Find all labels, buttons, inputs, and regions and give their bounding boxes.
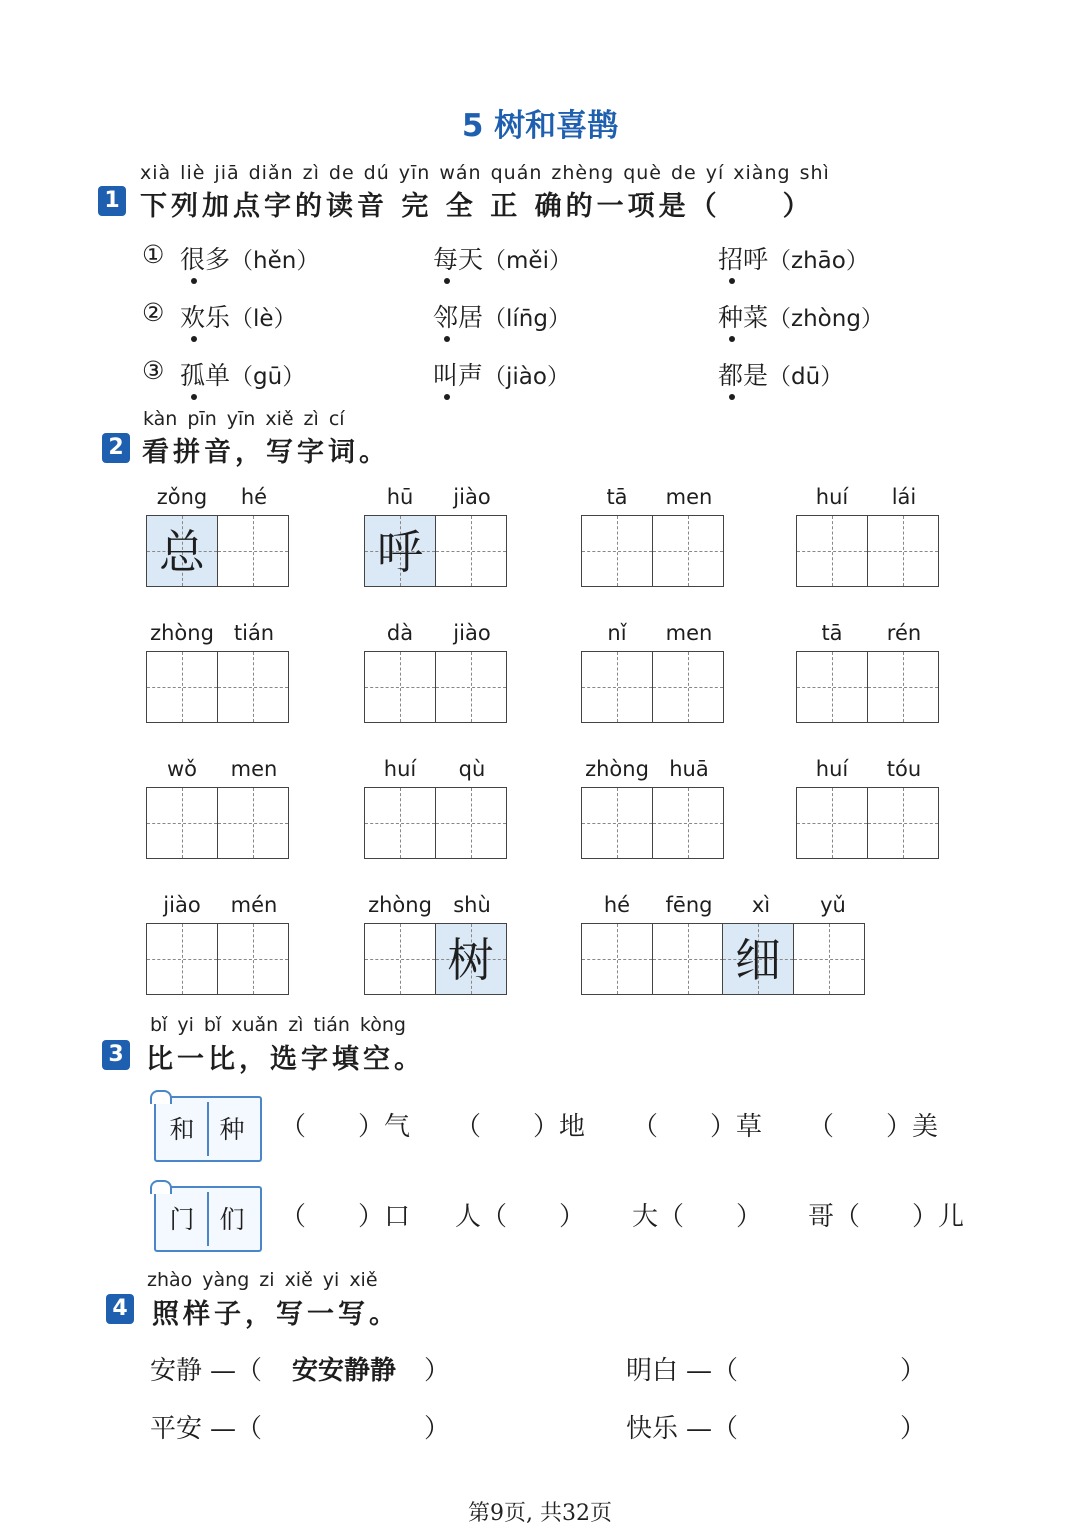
pinyin-syllable: xiě bbox=[265, 408, 294, 430]
tianzi-grid bbox=[581, 651, 724, 723]
book-icon bbox=[154, 1186, 262, 1252]
writing-cell[interactable] bbox=[581, 787, 653, 859]
writing-cell[interactable] bbox=[581, 923, 653, 995]
writing-cell[interactable] bbox=[581, 651, 653, 723]
word: 平安 bbox=[150, 1414, 203, 1444]
pinyin-label: nǐ bbox=[607, 621, 627, 645]
writing-cell[interactable] bbox=[652, 787, 724, 859]
pinyin-syllable: zi bbox=[259, 1269, 275, 1291]
pinyin-label: rén bbox=[886, 621, 922, 645]
emphasis-dot bbox=[729, 394, 735, 400]
tianzi-grid bbox=[364, 923, 507, 995]
pinyin-syllable: yīn bbox=[398, 162, 431, 184]
option-pinyin: （hěn） bbox=[230, 248, 320, 274]
pinyin-label: jiào bbox=[453, 485, 491, 509]
fill-blank[interactable]: 人（ ） bbox=[455, 1202, 586, 1232]
pinyin-label: huí bbox=[815, 485, 849, 509]
writing-cell[interactable] bbox=[364, 651, 436, 723]
q3-question: 比一比，选字填空。 bbox=[146, 1044, 425, 1075]
book-char: 们 bbox=[219, 1205, 245, 1234]
pinyin-label: hé bbox=[603, 893, 631, 917]
writing-cell[interactable] bbox=[364, 787, 436, 859]
writing-cell[interactable] bbox=[435, 787, 507, 859]
pinyin-syllable: kàn bbox=[143, 408, 178, 430]
writing-cell[interactable] bbox=[722, 923, 794, 995]
writing-cell[interactable] bbox=[867, 515, 939, 587]
pinyin-label: yǔ bbox=[820, 893, 846, 917]
example-word bbox=[626, 1350, 738, 1387]
pinyin-label: tián bbox=[233, 621, 275, 645]
tianzi-grid bbox=[364, 515, 507, 587]
pinyin-syllable: shì bbox=[799, 162, 830, 184]
pinyin-label: men bbox=[230, 757, 278, 781]
fill-blank[interactable]: （ ）口 bbox=[280, 1202, 411, 1232]
fill-blank[interactable]: （ ）美 bbox=[808, 1112, 939, 1142]
writing-cell[interactable] bbox=[435, 651, 507, 723]
writing-cell[interactable] bbox=[364, 923, 436, 995]
pinyin-label: tā bbox=[821, 621, 843, 645]
writing-cell[interactable] bbox=[217, 923, 289, 995]
emphasis-dot bbox=[191, 336, 197, 342]
pinyin-label: zǒng bbox=[156, 485, 208, 509]
tianzi-grid bbox=[796, 651, 939, 723]
dash-paren: —（ bbox=[210, 1356, 263, 1386]
writing-cell[interactable] bbox=[146, 651, 218, 723]
writing-cell[interactable] bbox=[217, 787, 289, 859]
example-word bbox=[150, 1408, 262, 1445]
writing-cell[interactable] bbox=[867, 787, 939, 859]
pinyin-label: hū bbox=[386, 485, 414, 509]
tianzi-grid bbox=[364, 651, 507, 723]
pinyin-syllable: cí bbox=[328, 408, 345, 430]
writing-cell[interactable] bbox=[146, 923, 218, 995]
option-pinyin: （zhāo） bbox=[768, 248, 869, 274]
dash-paren: —（ bbox=[686, 1414, 739, 1444]
fill-blank[interactable]: 哥（ ）儿 bbox=[808, 1202, 965, 1232]
pinyin-label: tóu bbox=[886, 757, 922, 781]
option-label: ③ bbox=[142, 356, 165, 385]
option-item bbox=[433, 240, 572, 276]
option-pinyin: （gū） bbox=[230, 364, 306, 390]
option-word: 每天 bbox=[433, 245, 484, 274]
pinyin-syllable: zhào bbox=[147, 1269, 193, 1291]
example-word bbox=[150, 1350, 262, 1387]
q4-pinyin bbox=[147, 1269, 388, 1291]
pinyin-syllable: yàng bbox=[202, 1269, 250, 1291]
writing-cell[interactable] bbox=[796, 515, 868, 587]
pinyin-syllable: xià bbox=[140, 162, 172, 184]
pinyin-syllable: diǎn bbox=[248, 162, 294, 184]
book-char: 门 bbox=[169, 1205, 195, 1234]
option-item bbox=[718, 356, 843, 392]
writing-cell[interactable] bbox=[146, 787, 218, 859]
option-word: 招呼 bbox=[718, 245, 769, 274]
option-pinyin: （dū） bbox=[768, 364, 844, 390]
pinyin-label: huā bbox=[669, 757, 709, 781]
pinyin-syllable: xiě bbox=[349, 1269, 378, 1291]
option-word: 叫声 bbox=[433, 361, 484, 390]
tianzi-grid bbox=[581, 923, 865, 995]
pinyin-label: dà bbox=[386, 621, 414, 645]
q3-number: 3 bbox=[102, 1040, 130, 1070]
pinyin-syllable: wán bbox=[439, 162, 482, 184]
pinyin-label: men bbox=[665, 621, 713, 645]
pinyin-label: fēng bbox=[665, 893, 713, 917]
writing-cell[interactable] bbox=[435, 923, 507, 995]
writing-cell[interactable] bbox=[217, 651, 289, 723]
writing-cell[interactable] bbox=[581, 515, 653, 587]
pinyin-label: qù bbox=[458, 757, 486, 781]
pinyin-label: mén bbox=[230, 893, 278, 917]
option-word: 很多 bbox=[180, 245, 231, 274]
option-item bbox=[433, 356, 570, 392]
pinyin-syllable: zì bbox=[288, 1014, 304, 1036]
option-pinyin: （lè） bbox=[230, 306, 297, 332]
pinyin-syllable: liè bbox=[180, 162, 206, 184]
pinyin-syllable: jiā bbox=[214, 162, 240, 184]
close-paren[interactable]: ） bbox=[424, 1356, 451, 1386]
q2-pinyin bbox=[143, 408, 355, 430]
pinyin-label: tā bbox=[606, 485, 628, 509]
emphasis-dot bbox=[444, 278, 450, 284]
tianzi-grid bbox=[581, 515, 724, 587]
emphasis-dot bbox=[191, 278, 197, 284]
pinyin-syllable: yi bbox=[322, 1269, 340, 1291]
option-item bbox=[718, 240, 869, 276]
answer-text: 安安静静 bbox=[292, 1356, 397, 1386]
q2-number: 2 bbox=[102, 433, 130, 463]
pinyin-label: zhòng bbox=[585, 757, 649, 781]
book-char: 和 bbox=[169, 1115, 195, 1144]
q1-question: 下列加点字的读音 完 全 正 确的一项是（ ） bbox=[140, 191, 814, 222]
pinyin-label: men bbox=[665, 485, 713, 509]
option-label: ① bbox=[142, 240, 165, 269]
option-word: 邻居 bbox=[433, 303, 484, 332]
book-char: 种 bbox=[219, 1115, 245, 1144]
q4-number: 4 bbox=[106, 1294, 134, 1324]
pinyin-label: zhòng bbox=[368, 893, 432, 917]
word: 快乐 bbox=[626, 1414, 679, 1444]
page-footer: 第9页, 共32页 bbox=[468, 1501, 612, 1526]
writing-cell[interactable] bbox=[652, 651, 724, 723]
pinyin-syllable: dú bbox=[363, 162, 390, 184]
sample-char: 总 bbox=[159, 525, 205, 579]
emphasis-dot bbox=[191, 394, 197, 400]
q1-number: 1 bbox=[98, 186, 126, 216]
pinyin-syllable: xuǎn bbox=[231, 1014, 279, 1036]
tianzi-grid bbox=[364, 787, 507, 859]
fill-blank[interactable]: （ ）地 bbox=[455, 1112, 586, 1142]
pinyin-syllable: pīn bbox=[187, 408, 217, 430]
word: 明白 bbox=[626, 1356, 679, 1386]
emphasis-dot bbox=[444, 336, 450, 342]
writing-cell[interactable] bbox=[793, 923, 865, 995]
pinyin-syllable: bǐ bbox=[203, 1014, 222, 1036]
tianzi-grid bbox=[146, 651, 289, 723]
option-item bbox=[433, 298, 571, 334]
pinyin-label: jiào bbox=[163, 893, 201, 917]
pinyin-label: huí bbox=[815, 757, 849, 781]
writing-cell[interactable] bbox=[146, 515, 218, 587]
fill-blank[interactable]: 大（ ） bbox=[632, 1202, 763, 1232]
pinyin-syllable: zì bbox=[303, 408, 319, 430]
pinyin-label: wǒ bbox=[166, 757, 198, 781]
option-item bbox=[718, 298, 884, 334]
pinyin-syllable: quán bbox=[490, 162, 543, 184]
pinyin-syllable: yí bbox=[705, 162, 725, 184]
pinyin-label: shù bbox=[453, 893, 491, 917]
pinyin-syllable: yi bbox=[177, 1014, 194, 1036]
emphasis-dot bbox=[729, 278, 735, 284]
pinyin-syllable: yīn bbox=[226, 408, 256, 430]
tianzi-grid bbox=[796, 515, 939, 587]
pinyin-syllable: de bbox=[671, 162, 697, 184]
pinyin-label: jiào bbox=[453, 621, 491, 645]
pinyin-label: zhòng bbox=[150, 621, 214, 645]
word: 安静 bbox=[150, 1356, 203, 1386]
pinyin-syllable: xiě bbox=[284, 1269, 313, 1291]
pinyin-syllable: zì bbox=[302, 162, 320, 184]
emphasis-dot bbox=[729, 336, 735, 342]
pinyin-label: lái bbox=[891, 485, 917, 509]
option-pinyin: （lín̄g） bbox=[483, 306, 571, 332]
sample-char: 呼 bbox=[377, 525, 423, 579]
pinyin-syllable: zhèng bbox=[551, 162, 615, 184]
option-pinyin: （jiào） bbox=[483, 364, 570, 390]
pinyin-label: hé bbox=[240, 485, 268, 509]
writing-cell[interactable] bbox=[796, 651, 868, 723]
sample-char: 细 bbox=[735, 933, 781, 987]
writing-cell[interactable] bbox=[217, 515, 289, 587]
pinyin-syllable: què bbox=[623, 162, 662, 184]
page-title: 5 树和喜鹊 bbox=[461, 108, 619, 144]
q3-pinyin bbox=[150, 1014, 416, 1036]
pinyin-label: huí bbox=[383, 757, 417, 781]
tianzi-grid bbox=[796, 787, 939, 859]
example-word bbox=[626, 1408, 738, 1445]
sample-char: 树 bbox=[447, 933, 494, 987]
q2-question: 看拼音，写字词。 bbox=[142, 437, 390, 468]
pinyin-syllable: tián bbox=[313, 1014, 350, 1036]
pinyin-syllable: bǐ bbox=[150, 1014, 168, 1036]
option-item bbox=[180, 240, 319, 276]
tianzi-grid bbox=[581, 787, 724, 859]
pinyin-label: xì bbox=[751, 893, 771, 917]
close-paren[interactable]: ） bbox=[900, 1414, 927, 1444]
close-paren[interactable]: ） bbox=[900, 1356, 927, 1386]
pinyin-syllable: xiàng bbox=[733, 162, 791, 184]
option-item bbox=[180, 298, 297, 334]
fill-blank[interactable]: （ ）气 bbox=[280, 1112, 411, 1142]
fill-blank[interactable]: （ ）草 bbox=[632, 1112, 763, 1142]
option-pinyin: （zhòng） bbox=[768, 306, 884, 332]
option-word: 都是 bbox=[718, 361, 769, 390]
q4-question: 照样子，写一写。 bbox=[152, 1299, 400, 1330]
option-label: ② bbox=[142, 298, 165, 327]
pinyin-syllable: kòng bbox=[359, 1014, 406, 1036]
tianzi-grid bbox=[146, 515, 289, 587]
writing-cell[interactable] bbox=[435, 515, 507, 587]
writing-cell[interactable] bbox=[652, 923, 724, 995]
dash-paren: —（ bbox=[210, 1414, 263, 1444]
tianzi-grid bbox=[146, 923, 289, 995]
writing-cell[interactable] bbox=[364, 515, 436, 587]
option-word: 种菜 bbox=[718, 303, 769, 332]
option-word: 欢乐 bbox=[180, 303, 231, 332]
pinyin-syllable: de bbox=[328, 162, 355, 184]
close-paren[interactable]: ） bbox=[424, 1414, 451, 1444]
option-pinyin: （měi） bbox=[483, 248, 572, 274]
option-word: 孤单 bbox=[180, 361, 231, 390]
q1-pinyin bbox=[140, 162, 839, 184]
emphasis-dot bbox=[444, 394, 450, 400]
dash-paren: —（ bbox=[686, 1356, 739, 1386]
writing-cell[interactable] bbox=[867, 651, 939, 723]
book-icon bbox=[154, 1096, 262, 1162]
writing-cell[interactable] bbox=[652, 515, 724, 587]
tianzi-grid bbox=[146, 787, 289, 859]
option-item bbox=[180, 356, 305, 392]
writing-cell[interactable] bbox=[796, 787, 868, 859]
